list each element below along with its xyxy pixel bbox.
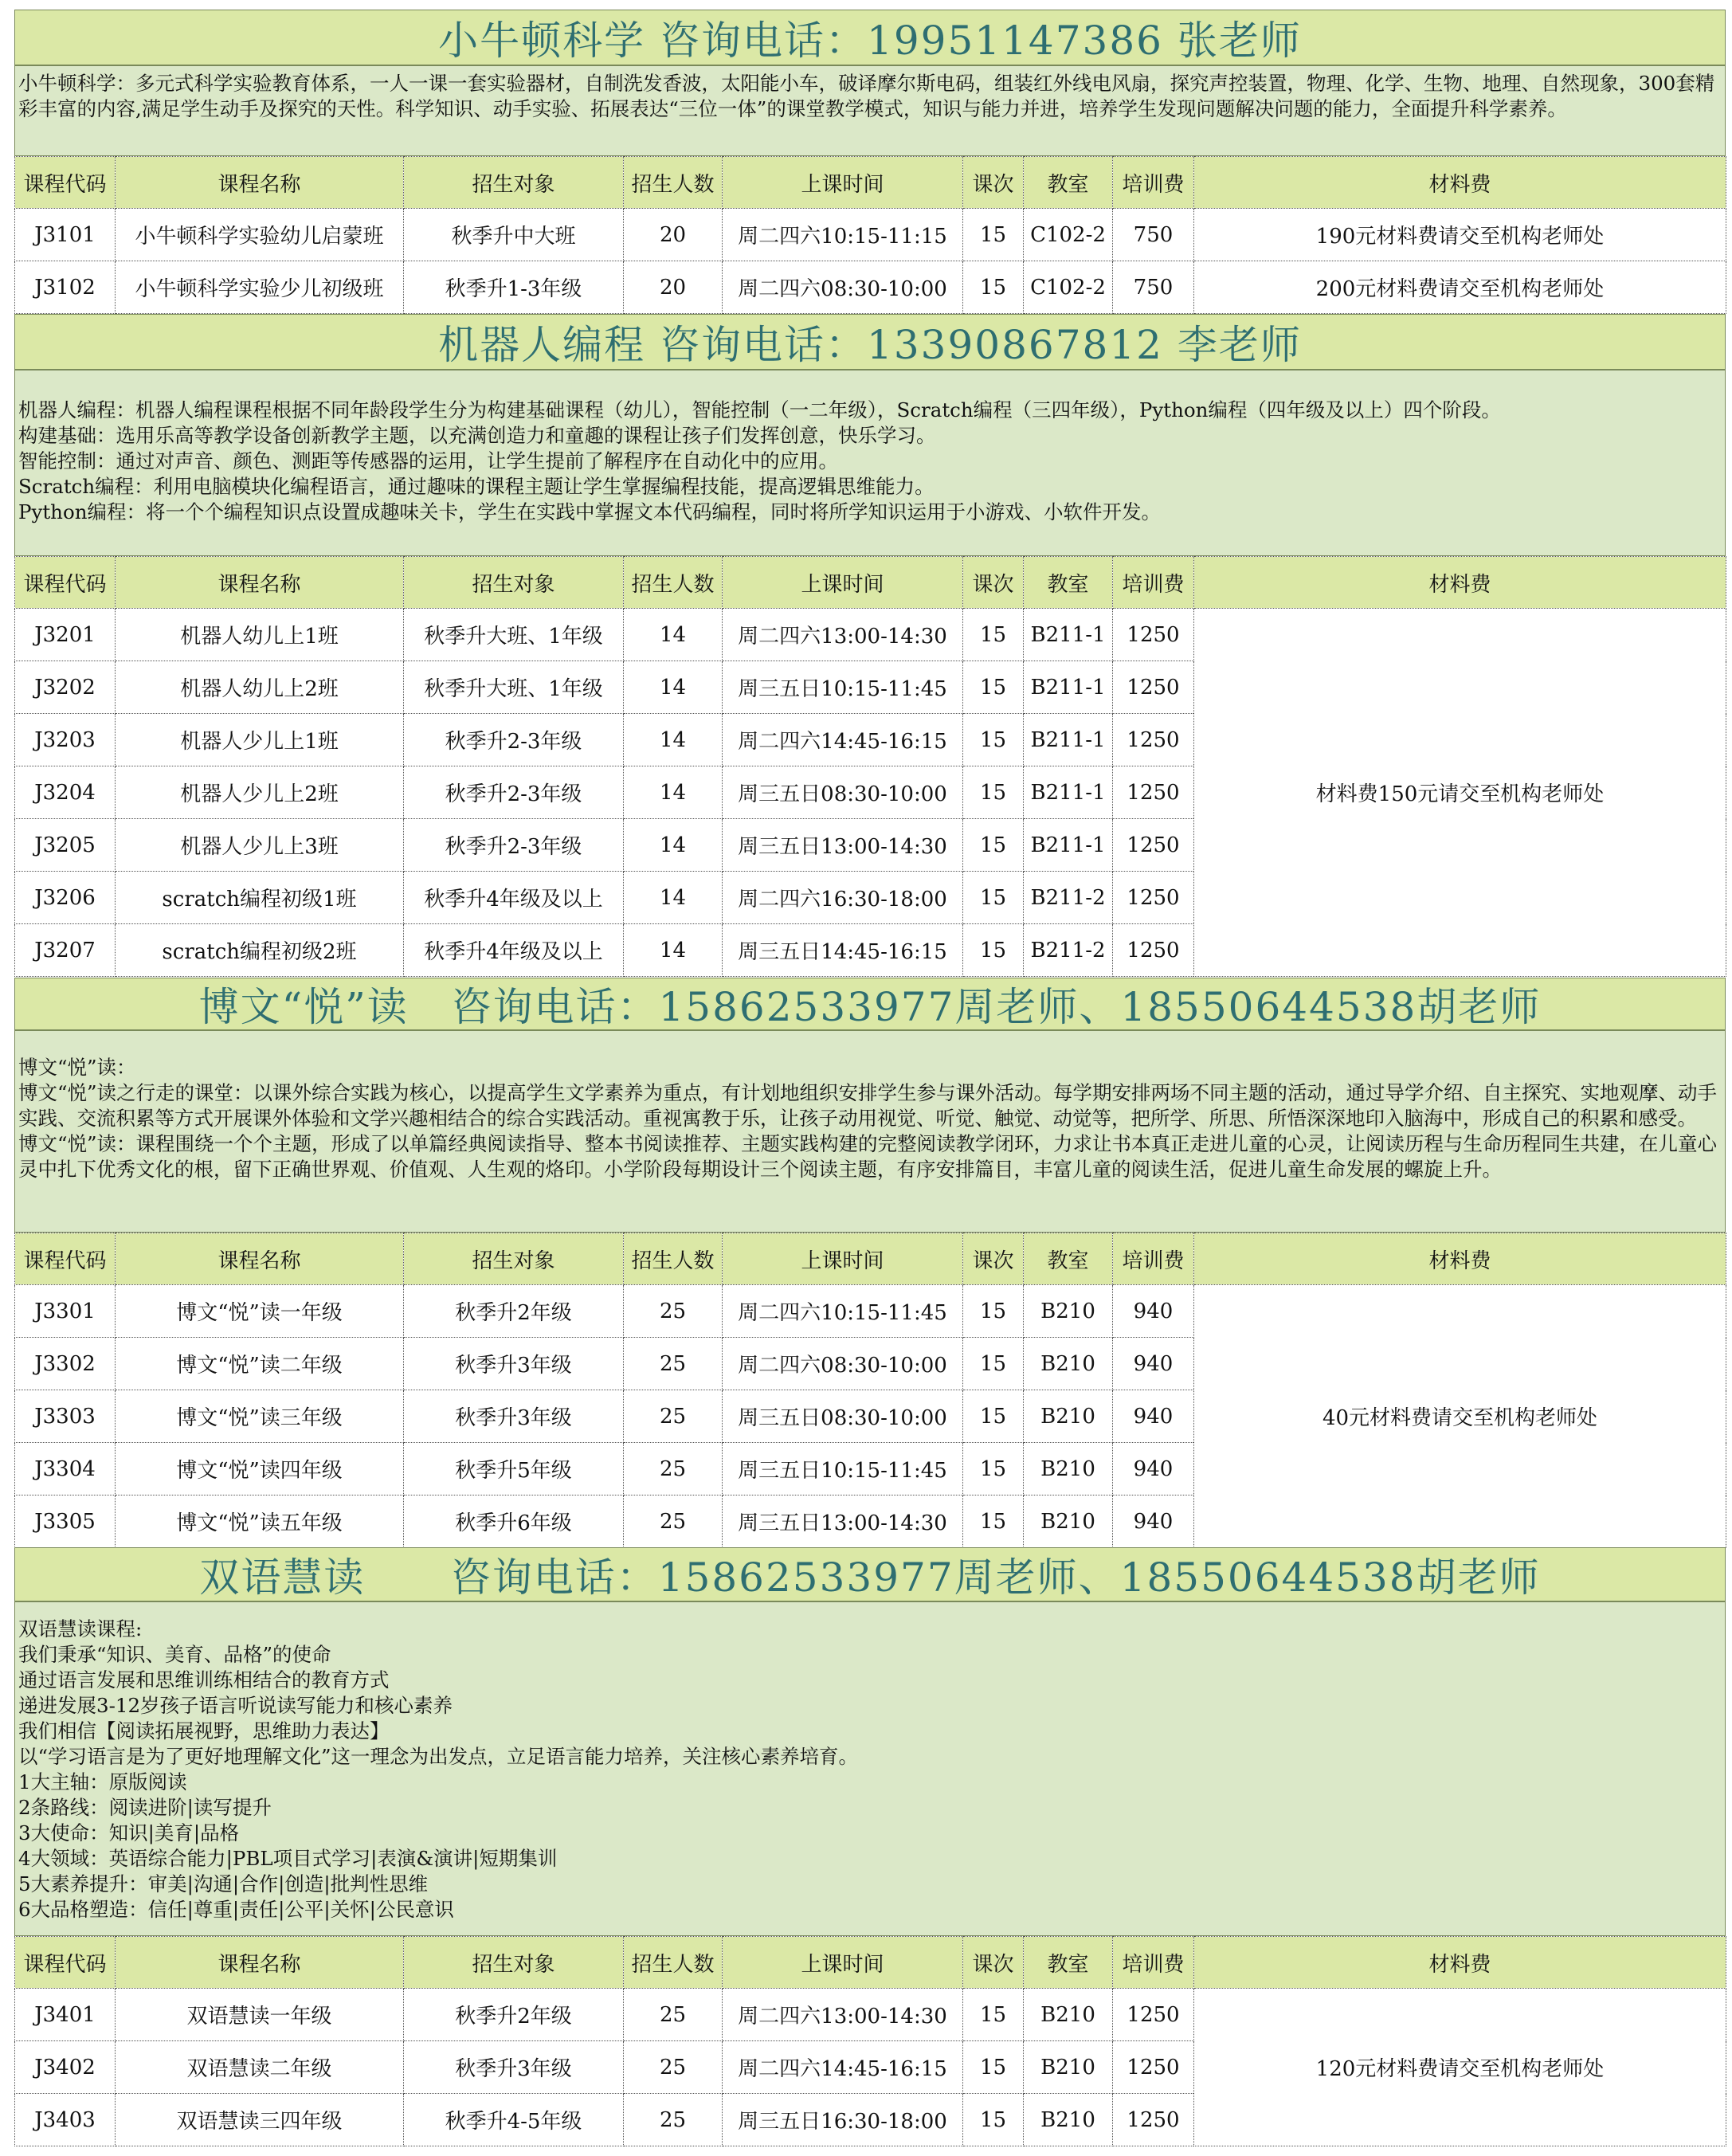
cell-room: B210 <box>1024 1495 1113 1548</box>
header-time: 上课时间 <box>723 1937 963 1989</box>
cell-room: B210 <box>1024 1443 1113 1495</box>
cell-sessions: 15 <box>963 609 1024 661</box>
desc-line: 1大主轴：原版阅读 <box>18 1770 187 1793</box>
cell-code: J3204 <box>15 766 116 819</box>
cell-time: 周三五日14:45-16:15 <box>723 924 963 977</box>
cell-target: 秋季升2-3年级 <box>404 714 624 766</box>
desc-line: 通过语言发展和思维训练相结合的教育方式 <box>18 1668 390 1691</box>
cell-name: 博文“悦”读五年级 <box>116 1495 404 1548</box>
cell-time: 周二四六10:15-11:15 <box>723 209 963 261</box>
course-table-science <box>14 156 1726 314</box>
cell-capacity: 20 <box>624 261 723 314</box>
header-material: 材料费 <box>1194 557 1726 609</box>
cell-name: 小牛顿科学实验少儿初级班 <box>116 261 404 314</box>
cell-target: 秋季升3年级 <box>404 2041 624 2094</box>
cell-time: 周二四六08:30-10:00 <box>723 1338 963 1390</box>
section-desc-robotics <box>14 370 1726 556</box>
table-row <box>15 261 1726 314</box>
cell-code: J3305 <box>15 1495 116 1548</box>
cell-name: 双语慧读二年级 <box>116 2041 404 2094</box>
cell-target: 秋季升5年级 <box>404 1443 624 1495</box>
desc-line: 我们秉承“知识、美育、品格”的使命 <box>18 1643 331 1666</box>
cell-sessions: 15 <box>963 209 1024 261</box>
cell-capacity: 25 <box>624 2094 723 2146</box>
cell-material: 材料费150元请交至机构老师处 <box>1194 609 1726 977</box>
cell-target: 秋季升4-5年级 <box>404 2094 624 2146</box>
section-title-reading: 博文“悦”读 咨询电话：15862533977周老师、18550644538胡老师 <box>14 978 1726 1030</box>
cell-capacity: 25 <box>624 2041 723 2094</box>
cell-code: J3201 <box>15 609 116 661</box>
cell-name: 机器人幼儿上2班 <box>116 661 404 714</box>
cell-name: 机器人少儿上1班 <box>116 714 404 766</box>
cell-time: 周二四六08:30-10:00 <box>723 261 963 314</box>
desc-line: 小牛顿科学：多元式科学实验教育体系，一人一课一套实验器材，自制洗发香波，太阳能小车，破译摩尔斯电码，组装红外线电风扇，探究声控装置，物理、化学、生物、地理、自然现象，300套精彩丰富的内容,满足学生动手及探究的天性。科学知识、动手实验、拓展表达“三位一体”的课堂教学模式，知识与能力并进，培养学生发现问题解决问题的能力，全面提升科学素养。 <box>18 72 1715 120</box>
section-title-bilingual: 双语慧读 咨询电话：15862533977周老师、18550644538胡老师 <box>14 1547 1726 1601</box>
cell-target: 秋季升2-3年级 <box>404 819 624 872</box>
cell-fee: 940 <box>1113 1338 1194 1390</box>
cell-fee: 940 <box>1113 1443 1194 1495</box>
cell-time: 周二四六10:15-11:45 <box>723 1285 963 1338</box>
cell-target: 秋季升2年级 <box>404 1285 624 1338</box>
cell-time: 周三五日10:15-11:45 <box>723 661 963 714</box>
cell-code: J3303 <box>15 1390 116 1443</box>
header-fee: 培训费 <box>1113 557 1194 609</box>
cell-fee: 1250 <box>1113 2094 1194 2146</box>
cell-target: 秋季升3年级 <box>404 1338 624 1390</box>
header-target: 招生对象 <box>404 1233 624 1285</box>
cell-code: J3202 <box>15 661 116 714</box>
cell-capacity: 14 <box>624 609 723 661</box>
header-capacity: 招生人数 <box>624 557 723 609</box>
cell-time: 周三五日13:00-14:30 <box>723 819 963 872</box>
cell-target: 秋季升2-3年级 <box>404 766 624 819</box>
cell-code: J3304 <box>15 1443 116 1495</box>
header-material: 材料费 <box>1194 1937 1726 1989</box>
table-row <box>15 209 1726 261</box>
table-row <box>15 609 1726 661</box>
cell-time: 周二四六16:30-18:00 <box>723 872 963 924</box>
cell-sessions: 15 <box>963 766 1024 819</box>
cell-target: 秋季升6年级 <box>404 1495 624 1548</box>
cell-sessions: 15 <box>963 1338 1024 1390</box>
cell-code: J3101 <box>15 209 116 261</box>
cell-fee: 750 <box>1113 261 1194 314</box>
header-room: 教室 <box>1024 157 1113 209</box>
header-code: 课程代码 <box>15 157 116 209</box>
header-time: 上课时间 <box>723 1233 963 1285</box>
desc-line: 构建基础：选用乐高等教学设备创新教学主题，以充满创造力和童趣的课程让孩子们发挥创意，快乐学习。 <box>18 424 936 447</box>
cell-fee: 1250 <box>1113 609 1194 661</box>
header-fee: 培训费 <box>1113 157 1194 209</box>
cell-room: B211-1 <box>1024 661 1113 714</box>
cell-time: 周三五日08:30-10:00 <box>723 1390 963 1443</box>
cell-name: 小牛顿科学实验幼儿启蒙班 <box>116 209 404 261</box>
cell-target: 秋季升大班、1年级 <box>404 609 624 661</box>
cell-target: 秋季升大班、1年级 <box>404 661 624 714</box>
cell-room: B210 <box>1024 2041 1113 2094</box>
cell-code: J3205 <box>15 819 116 872</box>
cell-capacity: 25 <box>624 1443 723 1495</box>
cell-time: 周三五日13:00-14:30 <box>723 1495 963 1548</box>
cell-capacity: 25 <box>624 1338 723 1390</box>
cell-time: 周二四六14:45-16:15 <box>723 2041 963 2094</box>
cell-time: 周二四六13:00-14:30 <box>723 609 963 661</box>
desc-line: 5大素养提升：审美|沟通|合作|创造|批判性思维 <box>18 1872 429 1895</box>
cell-time: 周二四六13:00-14:30 <box>723 1989 963 2041</box>
cell-fee: 1250 <box>1113 2041 1194 2094</box>
cell-sessions: 15 <box>963 261 1024 314</box>
cell-capacity: 14 <box>624 661 723 714</box>
desc-line: 博文“悦”读之行走的课堂：以课外综合实践为核心，以提高学生文学素养为重点，有计划地组织安排学生参与课外活动。每学期安排两场不同主题的活动，通过导学介绍、自主探究、实地观摩、动手实践、交流积累等方式开展课外体验和文学兴趣相结合的综合实践活动。重视寓教于乐，让孩子动用视觉、听觉、触觉、动觉等，把所学、所思、所悟深深地印入脑海中，形成自己的积累和感受。 <box>18 1081 1718 1130</box>
cell-fee: 940 <box>1113 1285 1194 1338</box>
cell-fee: 1250 <box>1113 872 1194 924</box>
header-target: 招生对象 <box>404 157 624 209</box>
cell-capacity: 25 <box>624 1285 723 1338</box>
cell-fee: 1250 <box>1113 1989 1194 2041</box>
cell-name: 机器人少儿上3班 <box>116 819 404 872</box>
table-header-row <box>15 157 1726 209</box>
desc-line: 以“学习语言是为了更好地理解文化”这一理念为出发点，立足语言能力培养，关注核心素养培育。 <box>18 1745 859 1768</box>
cell-fee: 1250 <box>1113 714 1194 766</box>
cell-time: 周二四六14:45-16:15 <box>723 714 963 766</box>
cell-sessions: 15 <box>963 872 1024 924</box>
header-room: 教室 <box>1024 1937 1113 1989</box>
cell-capacity: 25 <box>624 1390 723 1443</box>
cell-sessions: 15 <box>963 661 1024 714</box>
cell-fee: 940 <box>1113 1390 1194 1443</box>
cell-sessions: 15 <box>963 1285 1024 1338</box>
desc-line: Scratch编程：利用电脑模块化编程语言，通过趣味的课程主题让学生掌握编程技能，提高逻辑思维能力。 <box>18 475 935 498</box>
desc-line: 智能控制：通过对声音、颜色、测距等传感器的运用，让学生提前了解程序在自动化中的应用。 <box>18 449 838 472</box>
section-desc-bilingual <box>14 1601 1726 1936</box>
cell-capacity: 14 <box>624 872 723 924</box>
header-fee: 培训费 <box>1113 1233 1194 1285</box>
header-name: 课程名称 <box>116 1233 404 1285</box>
cell-code: J3102 <box>15 261 116 314</box>
header-material: 材料费 <box>1194 157 1726 209</box>
cell-target: 秋季升中大班 <box>404 209 624 261</box>
cell-name: 博文“悦”读二年级 <box>116 1338 404 1390</box>
cell-sessions: 15 <box>963 819 1024 872</box>
cell-code: J3203 <box>15 714 116 766</box>
desc-line: 递进发展3-12岁孩子语言听说读写能力和核心素养 <box>18 1694 453 1717</box>
header-capacity: 招生人数 <box>624 1937 723 1989</box>
header-capacity: 招生人数 <box>624 157 723 209</box>
cell-time: 周三五日16:30-18:00 <box>723 2094 963 2146</box>
cell-fee: 1250 <box>1113 819 1194 872</box>
course-table-bilingual <box>14 1936 1726 2146</box>
cell-code: J3301 <box>15 1285 116 1338</box>
cell-sessions: 15 <box>963 714 1024 766</box>
header-fee: 培训费 <box>1113 1937 1194 1989</box>
cell-capacity: 20 <box>624 209 723 261</box>
cell-name: 机器人幼儿上1班 <box>116 609 404 661</box>
cell-sessions: 15 <box>963 1390 1024 1443</box>
header-time: 上课时间 <box>723 157 963 209</box>
cell-sessions: 15 <box>963 1495 1024 1548</box>
table-header-row <box>15 1233 1726 1285</box>
header-sessions: 课次 <box>963 1233 1024 1285</box>
cell-target: 秋季升1-3年级 <box>404 261 624 314</box>
cell-room: B211-1 <box>1024 766 1113 819</box>
cell-room: B211-2 <box>1024 872 1113 924</box>
cell-room: B211-2 <box>1024 924 1113 977</box>
header-sessions: 课次 <box>963 1937 1024 1989</box>
cell-target: 秋季升2年级 <box>404 1989 624 2041</box>
course-table-reading <box>14 1233 1726 1548</box>
cell-sessions: 15 <box>963 1989 1024 2041</box>
cell-sessions: 15 <box>963 1443 1024 1495</box>
cell-fee: 750 <box>1113 209 1194 261</box>
desc-line: 双语慧读课程: <box>18 1617 143 1641</box>
cell-code: J3401 <box>15 1989 116 2041</box>
desc-line: 博文“悦”读：课程围绕一个个主题，形成了以单篇经典阅读指导、整本书阅读推荐、主题实践构建的完整阅读教学闭环，力求让书本真正走进儿童的心灵，让阅读历程与生命历程同生共建，在儿童心灵中扎下优秀文化的根，留下正确世界观、价值观、人生观的烙印。小学阶段每期设计三个阅读主题，有序安排篇目，丰富儿童的阅读生活，促进儿童生命发展的螺旋上升。 <box>18 1132 1718 1181</box>
cell-sessions: 15 <box>963 2094 1024 2146</box>
desc-line: 4大领域：英语综合能力|PBL项目式学习|表演&演讲|短期集训 <box>18 1847 558 1870</box>
cell-time: 周三五日08:30-10:00 <box>723 766 963 819</box>
cell-room: B210 <box>1024 1390 1113 1443</box>
section-desc-science <box>14 65 1726 156</box>
desc-line: 3大使命：知识|美育|品格 <box>18 1821 240 1844</box>
cell-fee: 1250 <box>1113 661 1194 714</box>
cell-target: 秋季升4年级及以上 <box>404 924 624 977</box>
cell-room: B211-1 <box>1024 609 1113 661</box>
cell-code: J3403 <box>15 2094 116 2146</box>
desc-line: 2条路线：阅读进阶|读写提升 <box>18 1796 272 1819</box>
header-material: 材料费 <box>1194 1233 1726 1285</box>
cell-room: B210 <box>1024 2094 1113 2146</box>
header-sessions: 课次 <box>963 557 1024 609</box>
header-room: 教室 <box>1024 557 1113 609</box>
cell-capacity: 14 <box>624 924 723 977</box>
header-time: 上课时间 <box>723 557 963 609</box>
cell-material: 200元材料费请交至机构老师处 <box>1194 261 1726 314</box>
table-row <box>15 1989 1726 2041</box>
cell-name: scratch编程初级1班 <box>116 872 404 924</box>
cell-capacity: 25 <box>624 1495 723 1548</box>
header-capacity: 招生人数 <box>624 1233 723 1285</box>
course-table-robotics <box>14 556 1726 977</box>
desc-line: 我们相信【阅读拓展视野，思维助力表达】 <box>18 1719 390 1742</box>
section-desc-reading <box>14 1030 1726 1233</box>
cell-room: B211-1 <box>1024 714 1113 766</box>
cell-capacity: 14 <box>624 819 723 872</box>
cell-room: B210 <box>1024 1285 1113 1338</box>
cell-name: scratch编程初级2班 <box>116 924 404 977</box>
cell-material: 120元材料费请交至机构老师处 <box>1194 1989 1726 2146</box>
section-title-robotics: 机器人编程 咨询电话：13390867812 李老师 <box>14 314 1726 370</box>
cell-name: 博文“悦”读一年级 <box>116 1285 404 1338</box>
header-code: 课程代码 <box>15 1937 116 1989</box>
header-name: 课程名称 <box>116 157 404 209</box>
cell-fee: 940 <box>1113 1495 1194 1548</box>
table-row <box>15 1285 1726 1338</box>
cell-sessions: 15 <box>963 2041 1024 2094</box>
header-room: 教室 <box>1024 1233 1113 1285</box>
cell-capacity: 14 <box>624 714 723 766</box>
header-name: 课程名称 <box>116 1937 404 1989</box>
cell-room: B210 <box>1024 1989 1113 2041</box>
header-sessions: 课次 <box>963 157 1024 209</box>
cell-name: 博文“悦”读三年级 <box>116 1390 404 1443</box>
cell-sessions: 15 <box>963 924 1024 977</box>
cell-capacity: 14 <box>624 766 723 819</box>
table-header-row <box>15 557 1726 609</box>
cell-room: C102-2 <box>1024 261 1113 314</box>
cell-code: J3207 <box>15 924 116 977</box>
cell-code: J3206 <box>15 872 116 924</box>
cell-target: 秋季升4年级及以上 <box>404 872 624 924</box>
header-code: 课程代码 <box>15 557 116 609</box>
cell-fee: 1250 <box>1113 766 1194 819</box>
table-header-row <box>15 1937 1726 1989</box>
cell-material: 190元材料费请交至机构老师处 <box>1194 209 1726 261</box>
cell-capacity: 25 <box>624 1989 723 2041</box>
desc-line: 机器人编程：机器人编程课程根据不同年龄段学生分为构建基础课程（幼儿），智能控制（一二年级），Scratch编程（三四年级），Python编程（四年级及以上）四个阶段。 <box>18 398 1501 421</box>
cell-code: J3302 <box>15 1338 116 1390</box>
desc-line: 6大品格塑造：信任|尊重|责任|公平|关怀|公民意识 <box>18 1898 454 1921</box>
cell-name: 博文“悦”读四年级 <box>116 1443 404 1495</box>
desc-line: 博文“悦”读： <box>18 1056 136 1079</box>
cell-time: 周三五日10:15-11:45 <box>723 1443 963 1495</box>
header-target: 招生对象 <box>404 557 624 609</box>
header-target: 招生对象 <box>404 1937 624 1989</box>
cell-room: C102-2 <box>1024 209 1113 261</box>
cell-room: B211-1 <box>1024 819 1113 872</box>
cell-name: 双语慧读一年级 <box>116 1989 404 2041</box>
cell-name: 机器人少儿上2班 <box>116 766 404 819</box>
cell-code: J3402 <box>15 2041 116 2094</box>
desc-line: Python编程：将一个个编程知识点设置成趣味关卡，学生在实践中掌握文本代码编程，同时将所学知识运用于小游戏、小软件开发。 <box>18 500 1161 523</box>
section-title-science: 小牛顿科学 咨询电话：19951147386 张老师 <box>14 10 1726 65</box>
cell-room: B210 <box>1024 1338 1113 1390</box>
cell-fee: 1250 <box>1113 924 1194 977</box>
header-code: 课程代码 <box>15 1233 116 1285</box>
cell-material: 40元材料费请交至机构老师处 <box>1194 1285 1726 1548</box>
cell-name: 双语慧读三四年级 <box>116 2094 404 2146</box>
header-name: 课程名称 <box>116 557 404 609</box>
cell-target: 秋季升3年级 <box>404 1390 624 1443</box>
